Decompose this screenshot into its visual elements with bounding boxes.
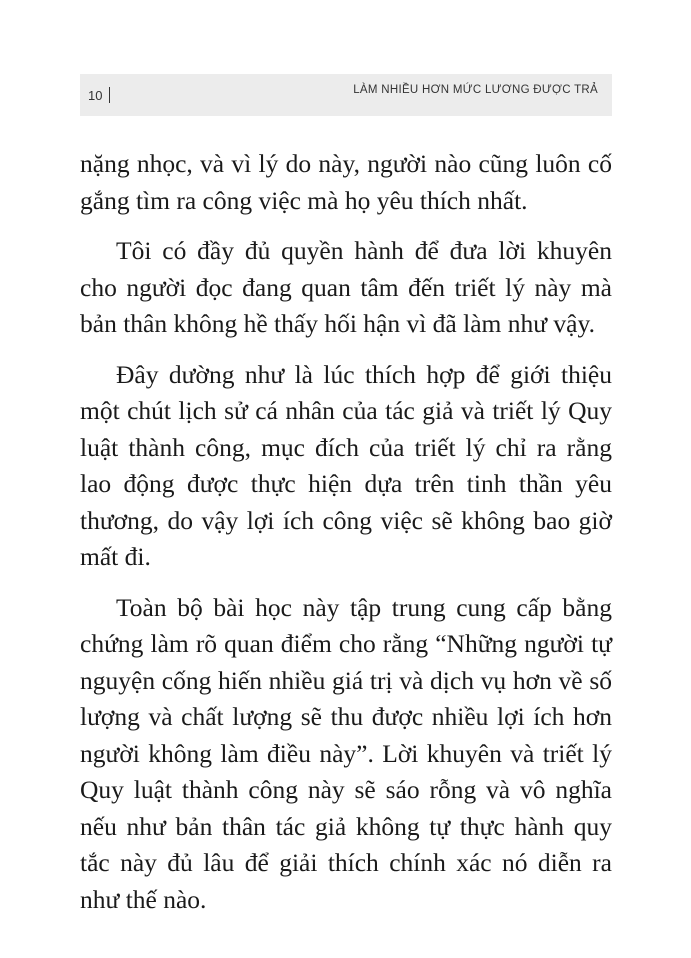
page-body [80, 146, 612, 932]
paragraph-continued: nặng nhọc, và vì lý do này, người nào cũng luôn cố gắng tìm ra công việc mà họ yêu thích nhất. [80, 149, 612, 215]
running-header [80, 74, 612, 116]
running-header-inner [88, 74, 604, 116]
page-number-divider [109, 87, 110, 103]
page-number [88, 87, 110, 103]
page-number-text: 10 [88, 87, 103, 103]
running-title: LÀM NHIỀU HƠN MỨC LƯƠNG ĐƯỢC TRẢ [353, 84, 598, 96]
paragraph: Tôi có đầy đủ quyền hành để đưa lời khuyên cho người đọc đang quan tâm đến triết lý này mà bản thân không hề thấy hối hận vì đã làm như vậy. [80, 236, 612, 338]
paragraph: Đây dường như là lúc thích hợp để giới thiệu một chút lịch sử cá nhân của tác giả và triết lý Quy luật thành công, mục đích của triết lý chỉ ra rằng lao động được thực hiện dựa trên tinh thần yêu thương, do vậy lợi ích công việc sẽ không bao giờ mất đi. [80, 359, 612, 571]
paragraph: Toàn bộ bài học này tập trung cung cấp bằng chứng làm rõ quan điểm cho rằng “Những người tự nguyện cống hiến nhiều giá trị và dịch vụ hơn về số lượng và chất lượng sẽ thu được nhiều lợi ích hơn người không làm điều này”. Lời khuyên và triết lý Quy luật thành công này sẽ sáo rỗng và vô nghĩa nếu như bản thân tác giả không tự thực hành quy tắc này đủ lâu để giải thích chính xác nó diễn ra như thế nào. [80, 592, 612, 914]
